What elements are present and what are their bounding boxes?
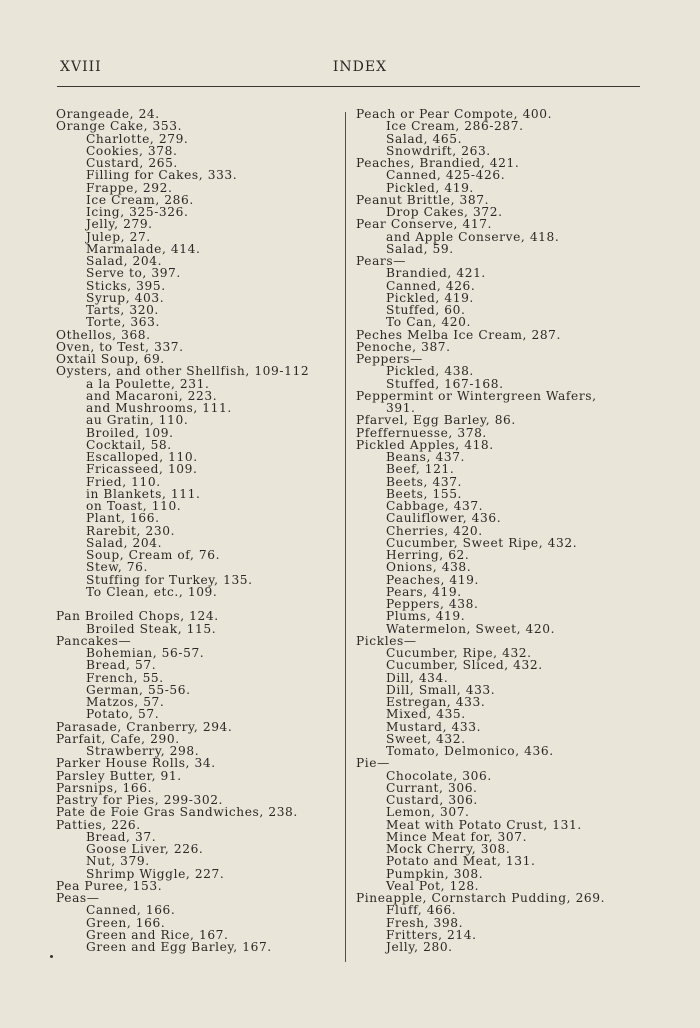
index-subentry: Tarts, 320. <box>86 303 159 317</box>
index-entry: Oysters, and other Shellfish, 109-112 <box>56 364 310 379</box>
index-subentry: Sweet, 432. <box>386 731 466 746</box>
index-entry: Oven, to Test, 337. <box>56 339 184 354</box>
index-subentry: and Apple Conserve, 418. <box>386 229 560 244</box>
index-subentry: Julep, 27. <box>86 229 151 244</box>
index-entry: Pear Conserve, 417. <box>356 217 493 232</box>
index-entry: Pan Broiled Chops, 124. <box>56 609 219 624</box>
index-subentry: Rarebit, 230. <box>86 523 176 538</box>
index-subentry: Syrup, 403. <box>86 290 165 305</box>
index-subentry: Potato, 57. <box>86 707 160 722</box>
index-subentry: Broiled Steak, 115. <box>86 621 217 636</box>
index-subentry: Plant, 166. <box>86 511 160 526</box>
index-subentry: Green and Egg Barley, 167. <box>86 940 272 954</box>
index-subentry: Jelly, 280. <box>386 940 453 954</box>
index-subentry: Ice Cream, 286. <box>86 192 194 207</box>
index-subentry: Estregan, 433. <box>386 695 486 709</box>
index-entry: Pastry for Pies, 299-302. <box>56 793 224 807</box>
index-subentry: Cookies, 378. <box>86 143 178 158</box>
index-subentry: Fresh, 398. <box>386 915 464 930</box>
index-subentry: To Can, 420. <box>386 315 471 330</box>
index-subentry: Dill, Small, 433. <box>386 682 496 697</box>
index-subentry: Tomato, Delmonico, 436. <box>386 744 554 758</box>
index-subentry: Cauliflower, 436. <box>386 511 502 526</box>
index-subentry: German, 55-56. <box>86 682 191 697</box>
index-subentry: Watermelon, Sweet, 420. <box>386 621 556 636</box>
index-subentry: Potato and Meat, 131. <box>386 854 536 869</box>
index-subentry: Cucumber, Ripe, 432. <box>386 646 532 660</box>
index-entry: Pickles— <box>356 633 417 648</box>
index-subentry: Bread, 37. <box>86 829 157 844</box>
index-subentry: Currant, 306. <box>386 780 478 795</box>
index-subentry: Bread, 57. <box>86 658 157 673</box>
index-subentry: Strawberry, 298. <box>86 744 200 758</box>
index-entry: Peaches, Brandied, 421. <box>356 156 520 170</box>
index-subentry: Stuffed, 167-168. <box>386 376 504 391</box>
index-subentry: Custard, 265. <box>86 156 178 170</box>
index-subentry: Canned, 425-426. <box>386 168 506 183</box>
index-subentry: Fluff, 466. <box>386 903 457 918</box>
index-entry: Pickled Apples, 418. <box>356 437 494 452</box>
index-subentry: Stuffed, 60. <box>386 303 466 317</box>
index-subentry: and Macaroni, 223. <box>86 388 218 403</box>
index-entry: Pfarvel, Egg Barley, 86. <box>356 413 516 428</box>
index-subentry: Bohemian, 56-57. <box>86 646 205 660</box>
index-subentry: Soup, Cream of, 76. <box>86 548 221 562</box>
header-rule <box>57 86 640 87</box>
index-subentry: Mixed, 435. <box>386 707 466 722</box>
index-entry: Pie— <box>356 756 390 771</box>
index-subentry: on Toast, 110. <box>86 499 182 513</box>
index-subentry: au Gratin, 110. <box>86 413 189 428</box>
page-number: XVIII <box>60 59 102 75</box>
index-subentry: Beets, 155. <box>386 486 463 501</box>
index-entry: Pancakes— <box>56 633 132 648</box>
index-subentry: Filling for Cakes, 333. <box>86 168 238 183</box>
index-entry: Pineapple, Cornstarch Pudding, 269. <box>356 891 606 905</box>
index-entry: Parker House Rolls, 34. <box>56 756 216 771</box>
index-entry: Pate de Foie Gras Sandwiches, 238. <box>56 805 298 820</box>
index-subentry: Cocktail, 58. <box>86 437 172 452</box>
index-entry: Oxtail Soup, 69. <box>56 352 165 366</box>
index-subentry: Lemon, 307. <box>386 805 470 820</box>
ink-speck <box>50 955 53 958</box>
index-subentry: Matzos, 57. <box>86 695 165 709</box>
index-subentry: Meat with Potato Crust, 131. <box>386 817 582 832</box>
index-entry: Peanut Brittle, 387. <box>356 192 490 207</box>
index-entry: Penoche, 387. <box>356 339 451 354</box>
index-entry: Peches Melba Ice Cream, 287. <box>356 327 562 342</box>
index-subentry: Beans, 437. <box>386 450 466 464</box>
index-subentry: Green, 166. <box>86 915 166 930</box>
index-subentry: 391. <box>386 401 416 415</box>
index-subentry: Plums, 419. <box>386 609 466 624</box>
index-entry: Othellos, 368. <box>56 327 151 342</box>
index-subentry: Mock Cherry, 308. <box>386 842 511 856</box>
index-subentry: Ice Cream, 286-287. <box>386 119 524 134</box>
index-subentry: Green and Rice, 167. <box>86 927 229 942</box>
index-subentry: Beets, 437. <box>386 474 463 489</box>
index-subentry: Mustard, 433. <box>386 719 482 734</box>
index-subentry: Veal Pot, 128. <box>386 878 480 893</box>
index-subentry: To Clean, etc., 109. <box>86 584 218 599</box>
index-entry: Parsley Butter, 91. <box>56 768 182 783</box>
index-entry: Patties, 226. <box>56 817 141 832</box>
index-subentry: Cucumber, Sliced, 432. <box>386 658 543 673</box>
index-subentry: Pears, 419. <box>386 584 462 599</box>
index-subentry: Salad, 204. <box>86 254 163 268</box>
index-subentry: Brandied, 421. <box>386 266 486 281</box>
index-subentry: Salad, 465. <box>386 131 463 146</box>
index-subentry: French, 55. <box>86 670 164 685</box>
index-subentry: Pickled, 438. <box>386 364 474 379</box>
index-subentry: and Mushrooms, 111. <box>86 401 232 415</box>
index-subentry: a la Poulette, 231. <box>86 376 210 391</box>
index-subentry: Goose Liver, 226. <box>86 842 204 856</box>
index-subentry: Chocolate, 306. <box>386 768 492 783</box>
index-subentry: Serve to, 397. <box>86 266 181 281</box>
index-subentry: Fricasseed, 109. <box>86 462 198 477</box>
index-subentry: Salad, 204. <box>86 535 163 550</box>
index-column-left <box>56 108 344 953</box>
index-subentry: Custard, 306. <box>386 793 478 807</box>
index-entry: Pears— <box>356 254 406 268</box>
index-subentry: Peppers, 438. <box>386 597 479 611</box>
index-subentry: Icing, 325-326. <box>86 205 189 219</box>
index-subentry: Pickled, 419. <box>386 290 474 305</box>
index-subentry: Cabbage, 437. <box>386 499 484 513</box>
index-subentry: Jelly, 279. <box>86 217 153 232</box>
page-title: INDEX <box>332 59 388 75</box>
column-divider <box>345 112 346 962</box>
index-subentry: Charlotte, 279. <box>86 131 189 146</box>
index-subentry: Frappe, 292. <box>86 180 173 195</box>
index-entry: Pfeffernuesse, 378. <box>356 425 487 440</box>
index-subentry: Sticks, 395. <box>86 278 166 293</box>
index-subentry: Onions, 438. <box>386 560 472 575</box>
index-entry: Peppers— <box>356 352 423 366</box>
index-entry: Parasade, Cranberry, 294. <box>56 719 233 734</box>
index-subentry: Herring, 62. <box>386 548 470 562</box>
index-subentry: Stuffing for Turkey, 135. <box>86 572 253 587</box>
index-column-right <box>356 108 656 953</box>
index-subentry: Fried, 110. <box>86 474 161 489</box>
index-subentry: Dill, 434. <box>386 670 449 685</box>
index-entry: Parfait, Cafe, 290. <box>56 731 180 746</box>
index-subentry: Pumpkin, 308. <box>386 866 484 881</box>
index-subentry: in Blankets, 111. <box>86 486 201 501</box>
index-subentry: Marmalade, 414. <box>86 241 201 256</box>
index-entry: Peach or Pear Compote, 400. <box>356 107 553 121</box>
index-subentry: Cucumber, Sweet Ripe, 432. <box>386 535 578 550</box>
index-subentry: Fritters, 214. <box>386 927 477 942</box>
index-subentry: Pickled, 419. <box>386 180 474 195</box>
index-subentry: Snowdrift, 263. <box>386 143 491 158</box>
index-subentry: Peaches, 419. <box>386 572 479 587</box>
index-subentry: Canned, 166. <box>86 903 176 918</box>
index-subentry: Salad, 59. <box>386 241 454 256</box>
index-subentry: Stew, 76. <box>86 560 148 575</box>
index-subentry: Mince Meat for, 307. <box>386 829 528 844</box>
index-entry: Orangeade, 24. <box>56 107 160 121</box>
index-entry: Parsnips, 166. <box>56 780 153 795</box>
index-subentry: Beef, 121. <box>386 462 455 477</box>
index-subentry: Shrimp Wiggle, 227. <box>86 866 225 881</box>
index-subentry: Torte, 363. <box>86 315 160 330</box>
index-entry: Orange Cake, 353. <box>56 119 183 134</box>
index-subentry: Escalloped, 110. <box>86 450 198 464</box>
index-subentry: Drop Cakes, 372. <box>386 205 503 219</box>
index-subentry: Canned, 426. <box>386 278 476 293</box>
index-entry: Peas— <box>56 891 100 905</box>
index-subentry: Cherries, 420. <box>386 523 483 538</box>
index-entry: Peppermint or Wintergreen Wafers, <box>356 388 597 403</box>
index-subentry: Nut, 379. <box>86 854 150 869</box>
index-subentry: Broiled, 109. <box>86 425 174 440</box>
index-entry: Pea Puree, 153. <box>56 878 163 893</box>
